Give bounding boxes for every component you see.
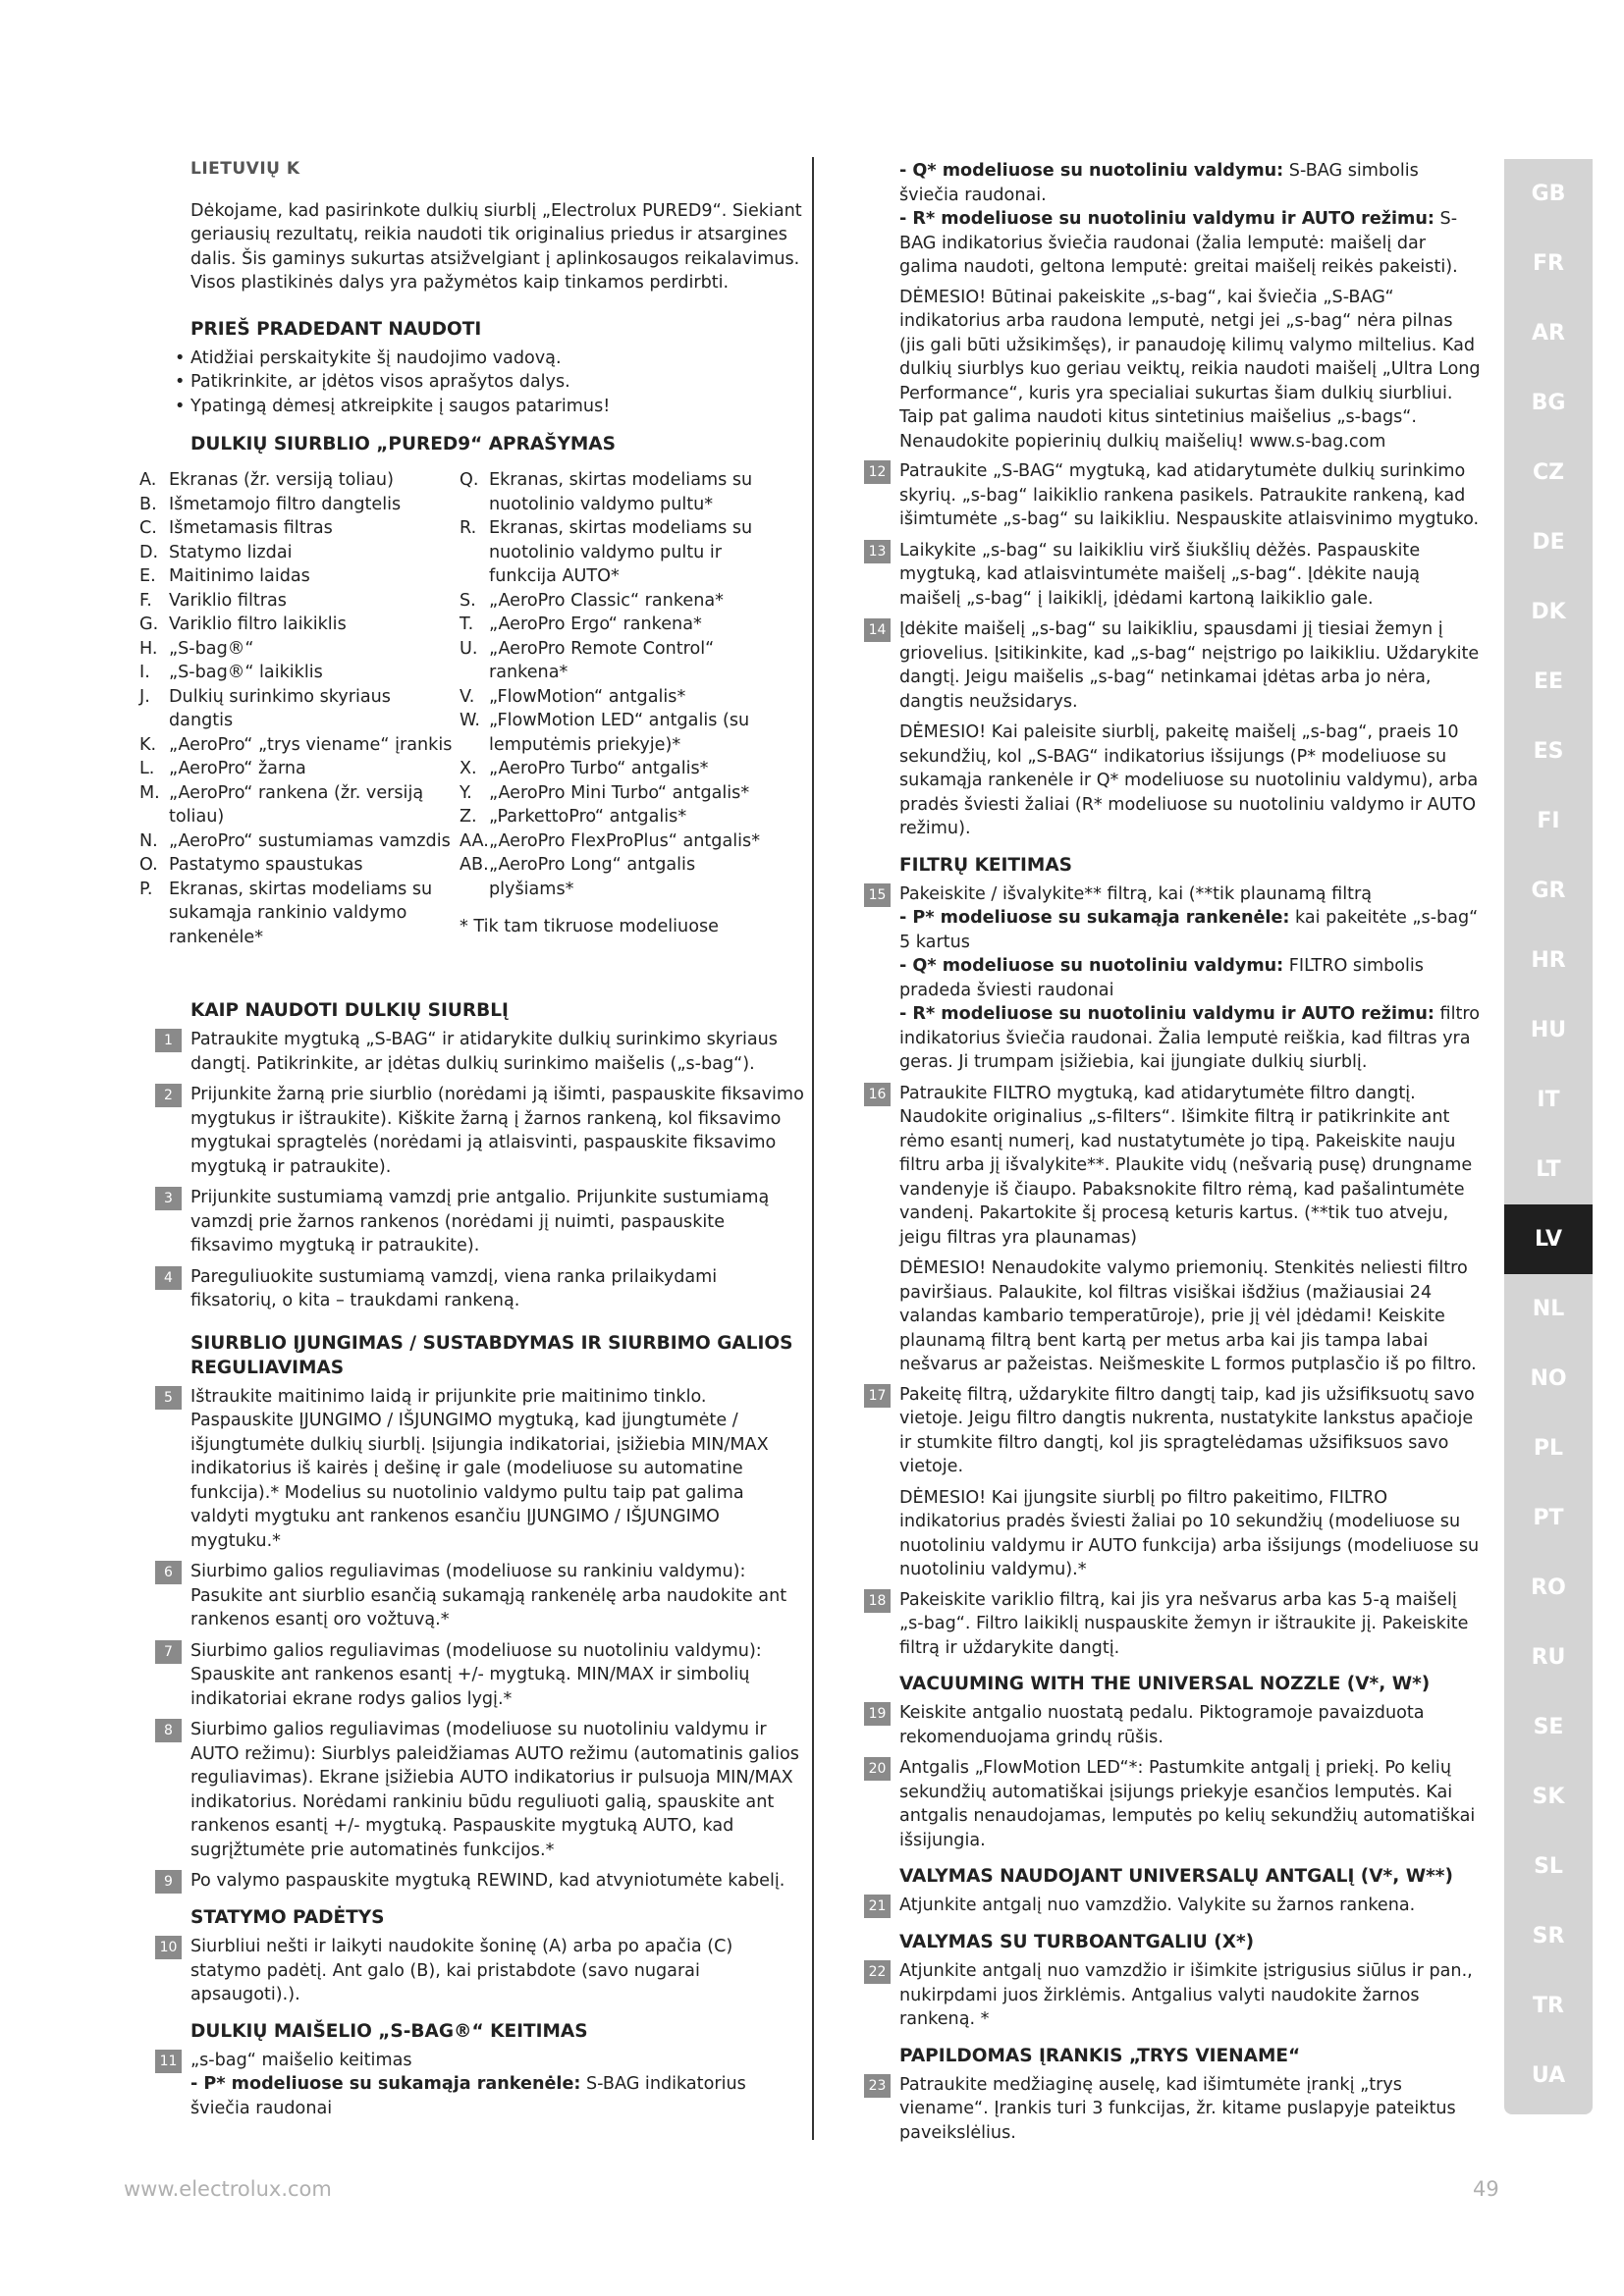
- step-text: Po valymo paspauskite mygtuką REWIND, kad atvyniotumėte kabelį.: [190, 1871, 785, 1891]
- q-models-note: [899, 159, 1483, 280]
- part-item: [460, 516, 774, 589]
- part-label: „FlowMotion LED“ antgalis (su lemputėmis priekyje)*: [489, 711, 750, 755]
- part-letter: A.: [139, 470, 157, 490]
- step-11-p: [190, 2072, 805, 2120]
- part-letter: O.: [139, 855, 158, 875]
- step: [155, 1265, 805, 1313]
- part-label: Pastatymo spaustukas: [169, 855, 363, 875]
- step-number: 20: [864, 1757, 891, 1781]
- step-number: 6: [155, 1561, 182, 1584]
- language-tab-fi[interactable]: FI: [1537, 809, 1560, 833]
- step-number: 11: [155, 2050, 182, 2073]
- r-text: S-BAG indikatorius šviečia raudonai (žalia lemputė: maišelį dar galima naudoti, geltona lemputė: greitai maišelį reikės pakeisti).: [899, 209, 1458, 277]
- step-text: Pakeiskite variklio filtrą, kai jis yra nešvarus arba kas 5-ą maišelį „s-bag“. Filtro laikiklį nuspauskite žemyn ir ištraukite jį. Pakeiskite filtrą ir uždarykite dangtį.: [899, 1589, 1469, 1658]
- step-11-p-text: S-BAG indikatorius šviečia raudonai: [190, 2074, 746, 2118]
- parts-column-1: [139, 468, 460, 949]
- footer-url: www.electrolux.com: [124, 2177, 332, 2201]
- step-15: [864, 882, 1483, 1075]
- part-label: Ekranas, skirtas modeliams su sukamąja rankinio valdymo rankenėle*: [169, 879, 433, 947]
- part-item: [460, 805, 774, 829]
- attention-1: DĖMESIO! Būtinai pakeiskite „s-bag“, kai šviečia „S-BAG“ indikatorius arba raudona lemputė, netgi jei „s-bag“ nėra pilnas (jis gali būti užsikimšęs), ir panaudoję kilimų valymo miltelius. Kad dulkių siurblys kuo geriau veiktų, reikia naudoti maišelį „Ultra Long Performance“, kuris yra specialiai sukurtas šiam dulkių siurbliui. Taip pat galima naudoti kitus sintetinius maišelius „s-bags“. Nenaudokite popierinių dulkių maišelių! www.s-bag.com: [899, 287, 1481, 452]
- part-item: [139, 733, 460, 758]
- step: [864, 617, 1483, 714]
- part-item: [460, 829, 774, 854]
- description-heading: DULKIŲ SIURBLIO „PURED9“ APRAŠYMAS: [190, 434, 616, 454]
- language-tab-hu[interactable]: HU: [1530, 1018, 1567, 1042]
- vacuuming-steps: [864, 1701, 1483, 1852]
- how-to-use-heading: KAIP NAUDOTI DULKIŲ SIURBLĮ: [190, 1000, 509, 1021]
- language-tab-se[interactable]: SE: [1533, 1715, 1564, 1739]
- part-letter: W.: [460, 711, 480, 730]
- step: [864, 1959, 1483, 2032]
- step-number: 10: [155, 1936, 182, 1959]
- part-letter: X.: [460, 759, 477, 778]
- language-tab-tr[interactable]: TR: [1533, 1994, 1564, 2018]
- step-text: Ištraukite maitinimo laidą ir prijunkite prie maitinimo tinklo. Paspauskite ĮJUNGIMO / IŠJUNGIMO mygtuką, kad įjungtumėte / išjungtumėte dulkių siurblį. Įsijungia indikatoriai, įsižiebia MIN/MAX indikatorius iš kairės į dešinę ir gale (modeliuose su automatine funkcija).* Modelius su nuotolinio valdymo pultu taip pat galima valdyti mygtuku ant rankenos esančiu ĮJUNGIMO / IŠJUNGIMO mygtuku.*: [190, 1386, 769, 1551]
- turbo-heading: VALYMAS SU TURBOANTGALIU (X*): [899, 1932, 1255, 1952]
- filter-heading: FILTRŲ KEITIMAS: [899, 854, 1072, 876]
- part-letter: F.: [139, 590, 152, 611]
- before-use-heading: PRIEŠ PRADEDANT NAUDOTI: [190, 318, 482, 340]
- step-number: 14: [864, 618, 891, 642]
- language-tab-ar[interactable]: AR: [1532, 321, 1565, 346]
- step-15-q-label: - Q* modeliuose su nuotoliniu valdymu:: [899, 956, 1284, 976]
- step-number: 5: [155, 1386, 182, 1410]
- section-language-title: LIETUVIŲ K: [190, 159, 300, 179]
- part-letter: T.: [460, 614, 474, 634]
- step-text: Pareguliuokite sustumiamą vamzdį, viena ranka prilaikydami fiksatorių, o kita – traukdami rankeną.: [190, 1266, 718, 1310]
- language-tab-de[interactable]: DE: [1532, 530, 1565, 555]
- language-tab-ee[interactable]: EE: [1533, 669, 1564, 694]
- step: [864, 459, 1483, 532]
- part-letter: R.: [460, 518, 477, 538]
- part-label: „AeroPro Long“ antgalis plyšiams*: [489, 855, 696, 899]
- attention-4: DĖMESIO! Kai įjungsite siurblį po filtro pakeitimo, FILTRO indikatorius pradės šviesti žaliai po 10 sekundžių (modeliuose su nuotoliniu valdymu ir AUTO funkcija) arba išsijungs (modeliuose su nuotoliniu valdymu).*: [899, 1487, 1480, 1579]
- q-text: S-BAG simbolis šviečia raudonai.: [899, 161, 1419, 205]
- part-label: Išmetamojo filtro dangtelis: [169, 494, 402, 514]
- language-tab-cz[interactable]: CZ: [1532, 460, 1565, 485]
- language-tab-ua[interactable]: UA: [1531, 2063, 1566, 2088]
- language-tab-es[interactable]: ES: [1533, 739, 1564, 764]
- step-15-r-label: - R* modeliuose su nuotoliniu valdymu ir AUTO režimu:: [899, 1004, 1435, 1024]
- part-letter: M.: [139, 782, 160, 803]
- part-letter: V.: [460, 686, 475, 707]
- step-11: [155, 2049, 805, 2121]
- part-letter: N.: [139, 830, 158, 851]
- part-item: [139, 661, 460, 685]
- part-label: Ekranas (žr. versiją toliau): [169, 470, 394, 490]
- part-letter: S.: [460, 590, 476, 611]
- step-text: Patraukite FILTRO mygtuką, kad atidarytumėte filtro dangtį. Naudokite originalius „s-filters“. Išimkite filtrą ir patikrinkite ant rėmo esantį numerį, kad nustatytumėte jo tipą. Pakeiskite nauju filtru arba jį išvalykite**. Plaukite vidų (nešvarią pusę) drungname vandenyje iš čiaupo. Pabaksnokite filtro rėmą, kad pašalintumėte vandenį. Pakartokite šį procesą keturis kartus. (**tik tuo atveju, jeigu filtras yra plaunamas): [899, 1083, 1473, 1248]
- step-text: Pakeitę filtrą, uždarykite filtro dangtį taip, kad jis užsifiksuotų savo vietoje. Jeigu filtro dangtis nukrenta, nustatykite lankstus apačioje ir stumkite filtro dangtį, kol jis spragtelėdamas užsifiksuos savo vietoje.: [899, 1384, 1475, 1476]
- right-column: [864, 159, 1483, 2152]
- step-number: 7: [155, 1640, 182, 1664]
- page-number: 49: [1473, 2177, 1499, 2201]
- part-label: „FlowMotion“ antgalis*: [489, 686, 686, 707]
- part-item: [460, 757, 774, 781]
- step-text: Įdėkite maišelį „s-bag“ su laikikliu, spausdami jį tiesiai žemyn į griovelius. Įsitikinkite, kad „s-bag“ neįstrigo po laikikliu. Uždarykite dangtį. Jeigu maišelis „s-bag“ netinkamai įdėtas arba jo nėra, dangtis neužsidarys.: [899, 619, 1480, 712]
- part-item: [460, 589, 774, 614]
- part-item: [460, 637, 774, 685]
- part-item: [139, 564, 460, 589]
- step-text: Atjunkite antgalį nuo vamzdžio. Valykite su žarnos rankena.: [899, 1896, 1416, 1915]
- power-steps: [155, 1385, 805, 1895]
- language-tab-sr[interactable]: SR: [1532, 1924, 1565, 1949]
- part-letter: B.: [139, 494, 157, 514]
- language-tab-dk[interactable]: DK: [1531, 600, 1566, 624]
- step-text: Siurbimo galios reguliavimas (modeliuose su rankiniu valdymu): Pasukite ant siurblio esančią sukamąją rankenėlę arba naudokite ant rankenos esantį oro vožtuvą.*: [190, 1562, 787, 1629]
- list-item: • Atidžiai perskaitykite šį naudojimo vadovą.: [175, 347, 805, 371]
- step: [864, 1701, 1483, 1749]
- part-letter: J.: [139, 686, 150, 707]
- step-number: 16: [864, 1083, 891, 1106]
- language-tab-no[interactable]: NO: [1530, 1366, 1567, 1391]
- step: [155, 1028, 805, 1076]
- part-label: „AeroPro“ sustumiamas vamzdis: [169, 830, 451, 851]
- step-15-p-label: - P* modeliuose su sukamąja rankenėle:: [899, 908, 1290, 928]
- step-15-r-text: filtro indikatorius šviečia raudonai. Žalia lemputė reiškia, kad filtras yra geras. Ji trumpam įsižiebia, kai įjungiate dulkių siurblį.: [899, 1004, 1481, 1072]
- part-label: „AeroPro Ergo“ rankena*: [489, 614, 702, 634]
- part-letter: Q.: [460, 470, 479, 490]
- language-tab-nl[interactable]: NL: [1532, 1297, 1565, 1321]
- part-letter: I.: [139, 663, 150, 682]
- step-text: Keiskite antgalio nuostatą pedalu. Piktogramoje pavaizduota rekomenduojama grindų rūšis.: [899, 1703, 1425, 1747]
- part-label: „AeroPro Remote Control“ rankena*: [489, 638, 715, 682]
- language-sidebar: [1504, 159, 1593, 2114]
- how-to-use-steps: [155, 1028, 805, 1313]
- power-heading: SIURBLIO ĮJUNGIMAS / SUSTABDYMAS IR SIURBIMO GALIOS REGULIAVIMAS: [190, 1332, 793, 1378]
- part-item: [139, 541, 460, 565]
- step: [155, 1560, 805, 1632]
- step-11-intro: „s-bag“ maišelio keitimas: [190, 2050, 412, 2070]
- step-number: 8: [155, 1719, 182, 1742]
- step-text: [190, 2049, 805, 2121]
- left-column: [139, 157, 805, 2127]
- part-label: „AeroPro Classic“ rankena*: [489, 590, 724, 611]
- attention-3: DĖMESIO! Nenaudokite valymo priemonių. Stenkitės neliesti filtro paviršiaus. Palaukite, kol filtras visiškai išdžius (mažiausiai 24 valandas kambario temperatūroje), prie jį vėl įdėdami! Keiskite plaunamą filtrą bent kartą per metus arba kai jis tampa labai nešvarus ar pažeistas. Neišmeskite L formos putplasčio iš po filtro.: [899, 1258, 1477, 1374]
- part-item: [139, 878, 460, 950]
- part-item: [460, 853, 774, 901]
- turbo-steps: [864, 1959, 1483, 2032]
- step-number: 17: [864, 1384, 891, 1408]
- step-11-p-label: - P* modeliuose su sukamąja rankenėle:: [190, 2074, 581, 2094]
- step-text: Siurbimo galios reguliavimas (modeliuose su nuotoliniu valdymu): Spauskite ant rankenos esantį +/- mygtuką. MIN/MAX ir simbolių indikatoriai ekrane rodys galios lygį.*: [190, 1640, 762, 1709]
- step-17: [864, 1383, 1483, 1479]
- step-text: Patraukite medžiaginę auselę, kad išimtumėte įrankį „trys viename“. Įrankis turi 3 funkcijas, žr. kitame puslapyje pateiktus paveikslėlius.: [899, 2074, 1456, 2143]
- bag-steps: [864, 459, 1483, 714]
- part-letter: K.: [139, 734, 157, 755]
- part-label: Ekranas, skirtas modeliams su nuotolinio valdymo pultu ir funkcija AUTO*: [489, 518, 753, 586]
- language-tab-lv[interactable]: LV: [1504, 1204, 1593, 1274]
- step: [155, 1083, 805, 1179]
- step-text: Laikykite „s-bag“ su laikikliu virš šiukšlių dėžės. Paspauskite mygtuką, kad atlaisvintumėte maišelį „s-bag“. Įdėkite naują maišelį „s-bag“ į laikiklį, įdėdami kartoną laikiklio gale.: [899, 540, 1421, 609]
- part-item: [460, 781, 774, 806]
- step-text: Atjunkite antgalį nuo vamzdžio ir išimkite įstrigusius siūlus ir pan., nukirpdami juos žirklėmis. Antgalius valyti naudokite žarnos rankeną. *: [899, 1961, 1473, 2029]
- parking-steps: [155, 1935, 805, 2007]
- step-18: [864, 1588, 1483, 1661]
- step-15-p-text: kai pakeitėte „s-bag“ 5 kartus: [899, 908, 1479, 952]
- r-label: - R* modeliuose su nuotoliniu valdymu ir AUTO režimu:: [899, 209, 1435, 229]
- step-text: Siurbimo galios reguliavimas (modeliuose su nuotoliniu valdymu ir AUTO režimu): Siurblys paleidžiamas AUTO režimu (automatinis galios reguliavimas). Ekrane įsižiebia AUTO indikatorius ir pulsuoja MIN/MAX indikatorius. Norėdami rankiniu būdu reguliuoti galią, spauskite ant rankenos esantį +/- mygtuką. Paspauskite mygtuką AUTO, kad sugrįžtumėte prie automatinės funkcijos.*: [190, 1720, 799, 1860]
- part-label: „AeroPro FlexProPlus“ antgalis*: [489, 830, 760, 851]
- step-number: 22: [864, 1960, 891, 1984]
- part-label: Variklio filtras: [169, 590, 287, 611]
- step: [864, 1894, 1483, 1918]
- step-number: 18: [864, 1589, 891, 1613]
- before-use-list: [175, 347, 805, 419]
- part-item: [139, 516, 460, 541]
- part-item: [139, 829, 460, 854]
- part-letter: C.: [139, 518, 157, 538]
- part-label: Išmetamasis filtras: [169, 518, 333, 538]
- part-label: „AeroPro Turbo“ antgalis*: [489, 759, 709, 778]
- part-label: „S-bag®“: [169, 638, 254, 659]
- part-letter: L.: [139, 759, 155, 778]
- part-item: [460, 468, 774, 516]
- step-16: [864, 1082, 1483, 1251]
- part-letter: AA.: [460, 830, 489, 851]
- part-letter: D.: [139, 542, 159, 562]
- part-item: [139, 613, 460, 637]
- step-15-intro: Pakeiskite / išvalykite** filtrą, kai (**tik plaunamą filtrą: [899, 883, 1373, 904]
- parts-column-2: [460, 468, 774, 949]
- language-tab-lt[interactable]: LT: [1536, 1157, 1561, 1182]
- tool-steps: [864, 2073, 1483, 2146]
- part-letter: G.: [139, 614, 159, 634]
- part-letter: U.: [460, 638, 478, 659]
- universal-heading: VALYMAS NAUDOJANT UNIVERSALŲ ANTGALĮ (V*, W**): [899, 1866, 1453, 1887]
- step-number: 13: [864, 540, 891, 563]
- part-label: Variklio filtro laikiklis: [169, 614, 347, 634]
- step-text: Patraukite mygtuką „S-BAG“ ir atidarykite dulkių surinkimo skyriaus dangtį. Patikrinkite, ar įdėtas dulkių surinkimo maišelis („s-bag“).: [190, 1030, 778, 1074]
- part-letter: Y.: [460, 782, 472, 803]
- language-tab-pt[interactable]: PT: [1533, 1506, 1564, 1530]
- part-item: [460, 685, 774, 710]
- part-item: [460, 613, 774, 637]
- language-tab-ro[interactable]: RO: [1531, 1575, 1566, 1600]
- step-15-q-text: FILTRO simbolis pradeda šviesti raudonai: [899, 956, 1424, 1000]
- step-number: 3: [155, 1187, 182, 1210]
- part-item: [460, 709, 774, 757]
- vacuuming-heading: VACUUMING WITH THE UNIVERSAL NOZZLE (V*, W*): [899, 1674, 1431, 1694]
- part-item: [139, 853, 460, 878]
- step-text: Antgalis „FlowMotion LED“*: Pastumkite antgalį į priekį. Po kelių sekundžių automatiškai įsijungs priekyje esančios lemputės. Kai antgalis nenaudojamas, lemputės po kelių sekundžių automatiškai išsijungia.: [899, 1758, 1476, 1850]
- language-tab-hr[interactable]: HR: [1531, 948, 1566, 973]
- step-text: [899, 882, 1483, 1075]
- list-item: • Patikrinkite, ar įdėtos visos aprašytos dalys.: [175, 370, 805, 395]
- step: [155, 1869, 805, 1894]
- part-label: Statymo lizdai: [169, 542, 293, 562]
- part-letter: Z.: [460, 807, 477, 827]
- part-letter: P.: [139, 879, 153, 899]
- step: [155, 1718, 805, 1862]
- part-label: „AeroPro“ „trys viename“ įrankis: [169, 734, 453, 755]
- part-item: [139, 781, 460, 829]
- part-item: [139, 685, 460, 733]
- step-number: 12: [864, 460, 891, 484]
- part-item: [139, 637, 460, 662]
- bag-change-heading: DULKIŲ MAIŠELIO „S-BAG®“ KEITIMAS: [190, 2020, 588, 2042]
- step-text: Siurbliui nešti ir laikyti naudokite šoninę (A) arba po apačia (C) statymo padėtį. Ant galo (B), kai pristabdote (savo nugarai apsaugoti).).: [190, 1937, 733, 2004]
- part-letter: AB.: [460, 855, 489, 875]
- universal-steps: [864, 1894, 1483, 1918]
- step: [864, 1756, 1483, 1852]
- language-tab-gb[interactable]: GB: [1531, 182, 1566, 206]
- step-number: 9: [155, 1870, 182, 1894]
- step-number: 15: [864, 883, 891, 907]
- part-label: „AeroPro“ žarna: [169, 759, 306, 778]
- parts-description: [139, 468, 805, 949]
- step-text: Patraukite „S-BAG“ mygtuką, kad atidarytumėte dulkių surinkimo skyrių. „s-bag“ laikiklio rankena pasikels. Patraukite rankeną, kad išimtumėte „s-bag“ su laikikliu. Nespauskite atlaisvinimo mygtuko.: [899, 461, 1480, 529]
- step-number: 4: [155, 1266, 182, 1290]
- part-label: „S-bag®“ laikiklis: [169, 663, 323, 682]
- step-number: 23: [864, 2074, 891, 2098]
- intro-paragraph: Dėkojame, kad pasirinkote dulkių siurblį „Electrolux PURED9“. Siekiant geriausių rezultatų, reikia naudoti tik originalius priedus ir atsargines dalis. Šis gaminys sukurtas atsižvelgiant į aplinkosaugos reikalavimus. Visos plastikinės dalys yra pažymėtos kaip tinkamos perdirbti.: [190, 200, 802, 293]
- step-text: Prijunkite sustumiamą vamzdį prie antgalio. Prijunkite sustumiamą vamzdį prie žarnos rankenos (norėdami jį nuimti, paspauskite fiksavimo mygtuką ir patraukite).: [190, 1188, 770, 1255]
- step: [864, 2073, 1483, 2146]
- part-item: [139, 468, 460, 493]
- step-number: 1: [155, 1029, 182, 1052]
- language-tab-fr[interactable]: FR: [1533, 251, 1564, 276]
- part-item: [139, 757, 460, 781]
- step: [864, 539, 1483, 612]
- part-letter: E.: [139, 566, 156, 586]
- part-item: [139, 589, 460, 614]
- q-label: - Q* modeliuose su nuotoliniu valdymu:: [899, 161, 1284, 181]
- column-divider: [812, 157, 814, 2140]
- step: [155, 1385, 805, 1554]
- step: [155, 1935, 805, 2007]
- part-label: Maitinimo laidas: [169, 566, 310, 586]
- language-tab-pl[interactable]: PL: [1533, 1436, 1564, 1461]
- part-label: „AeroPro“ rankena (žr. versiją toliau): [169, 782, 424, 827]
- part-label: Dulkių surinkimo skyriaus dangtis: [169, 686, 391, 730]
- step-text: Prijunkite žarną prie siurblio (norėdami ją išimti, paspauskite fiksavimo mygtukus ir ištraukite). Kiškite žarną į žarnos rankeną, kol fiksavimo mygtukai spragtelės (norėdami ją atlaisvinti, paspauskite fiksavimo mygtuką ir patraukite).: [190, 1085, 804, 1177]
- language-tab-bg[interactable]: BG: [1531, 391, 1566, 415]
- part-item: [139, 493, 460, 517]
- step: [155, 1639, 805, 1712]
- language-tab-it[interactable]: IT: [1537, 1088, 1560, 1112]
- part-label: „AeroPro Mini Turbo“ antgalis*: [489, 782, 750, 803]
- step: [155, 1186, 805, 1258]
- part-letter: H.: [139, 638, 158, 659]
- language-tab-gr[interactable]: GR: [1531, 879, 1566, 903]
- step-number: 2: [155, 1084, 182, 1107]
- part-label: Ekranas, skirtas modeliams su nuotolinio valdymo pultu*: [489, 470, 753, 514]
- tool-heading: PAPILDOMAS ĮRANKIS „TRYS VIENAME“: [899, 2045, 1301, 2066]
- list-item: • Ypatingą dėmesį atkreipkite į saugos patarimus!: [175, 395, 805, 419]
- language-tab-sl[interactable]: SL: [1534, 1854, 1563, 1879]
- part-label: „ParkettoPro“ antgalis*: [489, 807, 687, 827]
- step-number: 21: [864, 1895, 891, 1918]
- language-tab-sk[interactable]: SK: [1532, 1785, 1565, 1809]
- parts-note: * Tik tam tikruose modeliuose: [460, 917, 719, 936]
- step-number: 19: [864, 1702, 891, 1726]
- language-tab-ru[interactable]: RU: [1531, 1645, 1566, 1670]
- attention-2: DĖMESIO! Kai paleisite siurblį, pakeitę maišelį „s-bag“, praeis 10 sekundžių, kol „S-BAG“ indikatorius išsijungs (P* modeliuose su sukamąja rankenėle ir Q* modeliuose su nuotoliniu valdymu), arba pradės šviesti žaliai (R* modeliuose su nuotoliniu valdymo ir AUTO režimu).: [899, 722, 1479, 838]
- parking-heading: STATYMO PADĖTYS: [190, 1907, 385, 1928]
